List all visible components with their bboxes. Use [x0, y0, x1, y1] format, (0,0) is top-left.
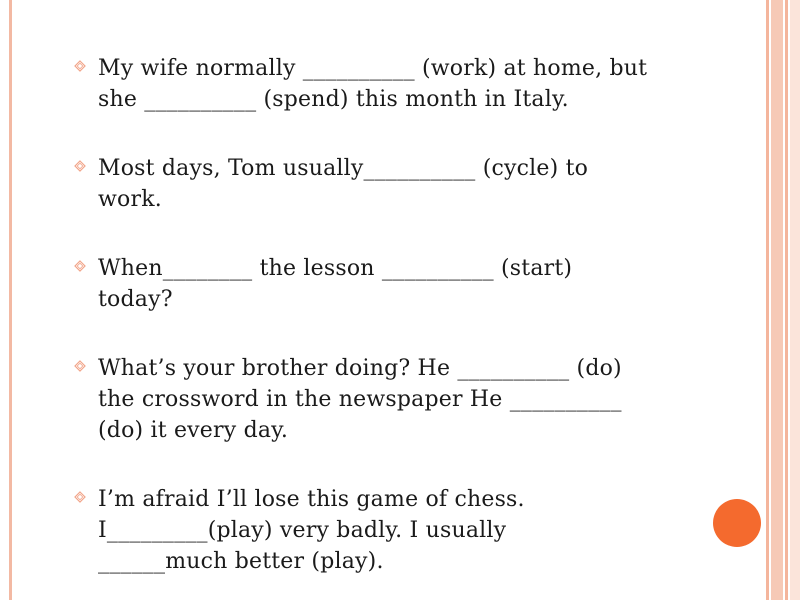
- exercise-text: When________ the lesson __________ (start) today?: [98, 256, 573, 312]
- diamond-outline-icon: [74, 491, 86, 503]
- diamond-outline-icon: [74, 160, 86, 172]
- frame-left-border: [9, 0, 12, 600]
- exercise-text: What’s your brother doing? He __________ (do) the crossword in the newspaper He __________ (do) it every day.: [98, 356, 622, 443]
- diamond-outline-icon: [74, 360, 86, 372]
- exercise-text: I’m afraid I’ll lose this game of chess. I_________(play) very badly. I usually ______much better (play).: [98, 487, 525, 574]
- decor-stripe: [790, 0, 800, 600]
- decor-stripe: [771, 0, 783, 600]
- exercise-text: Most days, Tom usually__________ (cycle) to work.: [98, 156, 589, 212]
- decor-stripe: [766, 0, 769, 600]
- decor-stripe: [785, 0, 788, 600]
- exercise-text: My wife normally __________ (work) at home, but she __________ (spend) this month in Italy.: [98, 56, 648, 112]
- decor-orange-circle: [713, 499, 761, 547]
- diamond-outline-icon: [74, 260, 86, 272]
- diamond-outline-icon: [74, 60, 86, 72]
